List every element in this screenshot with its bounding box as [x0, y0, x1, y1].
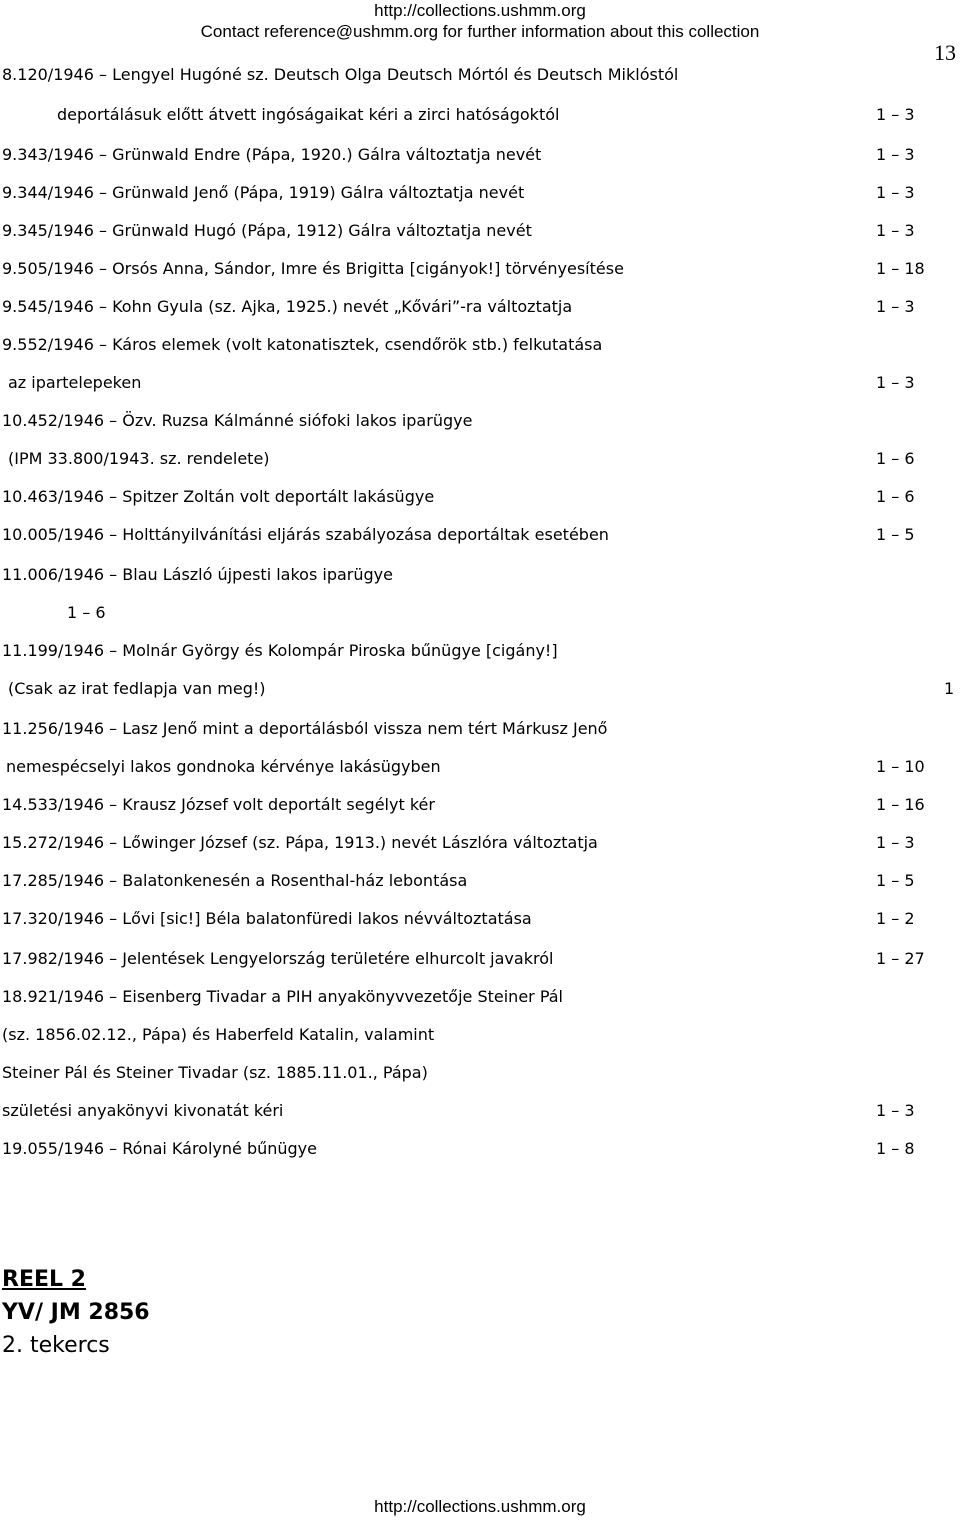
entry-frame-range: 1 – 6	[876, 449, 915, 468]
entry-line	[0, 752, 960, 782]
entry-frame-range: 1 – 3	[876, 221, 915, 240]
entry-line	[0, 636, 960, 666]
entry-line	[0, 292, 960, 322]
entry-text: 9.552/1946 – Káros elemek (volt katonatisztek, csendőrök stb.) felkutatása	[2, 335, 603, 354]
entry-text: 11.199/1946 – Molnár György és Kolompár Piroska bűnügye [cigány!]	[2, 641, 558, 660]
entry-text: 9.505/1946 – Orsós Anna, Sándor, Imre és Brigitta [cigányok!] törvényesítése	[2, 259, 624, 278]
entry-text: 9.343/1946 – Grünwald Endre (Pápa, 1920.) Gálra változtatja nevét	[2, 145, 542, 164]
entry-text: 14.533/1946 – Krausz József volt deportált segélyt kér	[2, 795, 435, 814]
entry-line	[0, 444, 960, 474]
entry-line	[0, 482, 960, 512]
header-contact: Contact reference@ushmm.org for further information about this collection	[200, 22, 760, 41]
entry-frame-range: 1 – 3	[876, 833, 915, 852]
entry-line	[0, 178, 960, 208]
entry-line	[0, 330, 960, 360]
entry-text: 18.921/1946 – Eisenberg Tivadar a PIH anyakönyvvezetője Steiner Pál	[2, 987, 563, 1006]
entry-line	[0, 216, 960, 246]
entry-frame-range: 1 – 3	[876, 183, 915, 202]
entry-frame-range: 1 – 2	[876, 909, 915, 928]
entry-text: 17.285/1946 – Balatonkenesén a Rosenthal-ház lebontása	[2, 871, 468, 890]
entry-text: (Csak az irat fedlapja van meg!)	[8, 679, 266, 698]
entry-line	[0, 406, 960, 436]
entry-text: (IPM 33.800/1943. sz. rendelete)	[8, 449, 270, 468]
entry-text: 10.463/1946 – Spitzer Zoltán volt deportált lakásügye	[2, 487, 435, 506]
entry-line	[0, 1020, 960, 1050]
entry-text: 19.055/1946 – Rónai Károlyné bűnügye	[2, 1139, 317, 1158]
entry-line	[0, 140, 960, 170]
entry-line	[0, 100, 960, 130]
entry-line	[0, 1134, 960, 1164]
entry-line	[0, 714, 960, 744]
entry-frame-range: 1	[944, 679, 955, 698]
entry-frame-range: 1 – 3	[876, 105, 915, 124]
reel-code: YV/ JM 2856	[2, 1300, 150, 1325]
entry-frame-range: 1 – 18	[876, 259, 925, 278]
entry-line	[0, 982, 960, 1012]
entry-frame-range: 1 – 3	[876, 145, 915, 164]
entry-text: 1 – 6	[67, 603, 106, 622]
entry-line	[0, 674, 960, 704]
entry-line	[0, 60, 960, 90]
entry-text: 9.345/1946 – Grünwald Hugó (Pápa, 1912) Gálra változtatja nevét	[2, 221, 532, 240]
reel-tekercs: 2. tekercs	[2, 1333, 110, 1358]
entry-line	[0, 520, 960, 550]
entry-text: 17.320/1946 – Lővi [sic!] Béla balatonfüredi lakos névváltoztatása	[2, 909, 532, 928]
entry-frame-range: 1 – 10	[876, 757, 925, 776]
reel-title: REEL 2	[2, 1267, 86, 1292]
entry-text: 9.545/1946 – Kohn Gyula (sz. Ajka, 1925.) nevét „Kővári”-ra változtatja	[2, 297, 573, 316]
entry-line	[0, 598, 960, 628]
entry-line	[0, 944, 960, 974]
entry-line	[0, 866, 960, 896]
entry-frame-range: 1 – 27	[876, 949, 925, 968]
entry-text: 11.006/1946 – Blau László újpesti lakos iparügye	[2, 565, 393, 584]
entry-line	[0, 790, 960, 820]
entry-text: (sz. 1856.02.12., Pápa) és Haberfeld Katalin, valamint	[2, 1025, 435, 1044]
entry-text: 9.344/1946 – Grünwald Jenő (Pápa, 1919) Gálra változtatja nevét	[2, 183, 525, 202]
entry-line	[0, 904, 960, 934]
entry-text: 10.452/1946 – Özv. Ruzsa Kálmánné siófoki lakos iparügye	[2, 411, 473, 430]
entry-text: 15.272/1946 – Lőwinger József (sz. Pápa, 1913.) nevét Lászlóra változtatja	[2, 833, 598, 852]
entry-frame-range: 1 – 3	[876, 373, 915, 392]
entry-line	[0, 560, 960, 590]
header-url[interactable]: http://collections.ushmm.org	[374, 1, 586, 20]
entry-frame-range: 1 – 3	[876, 297, 915, 316]
entry-frame-range: 1 – 16	[876, 795, 925, 814]
entry-line	[0, 828, 960, 858]
page-number: 13	[934, 40, 956, 65]
entry-line	[0, 1058, 960, 1088]
entry-text: 10.005/1946 – Holttányilvánítási eljárás szabályozása deportáltak esetében	[2, 525, 609, 544]
entry-frame-range: 1 – 5	[876, 871, 915, 890]
footer-url[interactable]: http://collections.ushmm.org	[374, 1497, 586, 1516]
entry-text: születési anyakönyvi kivonatát kéri	[2, 1101, 284, 1120]
entry-text: az ipartelepeken	[8, 373, 142, 392]
entry-text: nemespécselyi lakos gondnoka kérvénye lakásügyben	[6, 757, 441, 776]
entry-frame-range: 1 – 6	[876, 487, 915, 506]
entry-text: 17.982/1946 – Jelentések Lengyelország területére elhurcolt javakról	[2, 949, 554, 968]
entry-text: deportálásuk előtt átvett ingóságaikat kéri a zirci hatóságoktól	[57, 105, 560, 124]
entry-frame-range: 1 – 3	[876, 1101, 915, 1120]
entry-line	[0, 368, 960, 398]
entry-text: 11.256/1946 – Lasz Jenő mint a deportálásból vissza nem tért Márkusz Jenő	[2, 719, 608, 738]
entry-text: Steiner Pál és Steiner Tivadar (sz. 1885.11.01., Pápa)	[2, 1063, 428, 1082]
entry-frame-range: 1 – 5	[876, 525, 915, 544]
entry-frame-range: 1 – 8	[876, 1139, 915, 1158]
entry-line	[0, 1096, 960, 1126]
entry-text: 8.120/1946 – Lengyel Hugóné sz. Deutsch Olga Deutsch Mórtól és Deutsch Miklóstól	[2, 65, 679, 84]
entry-line	[0, 254, 960, 284]
